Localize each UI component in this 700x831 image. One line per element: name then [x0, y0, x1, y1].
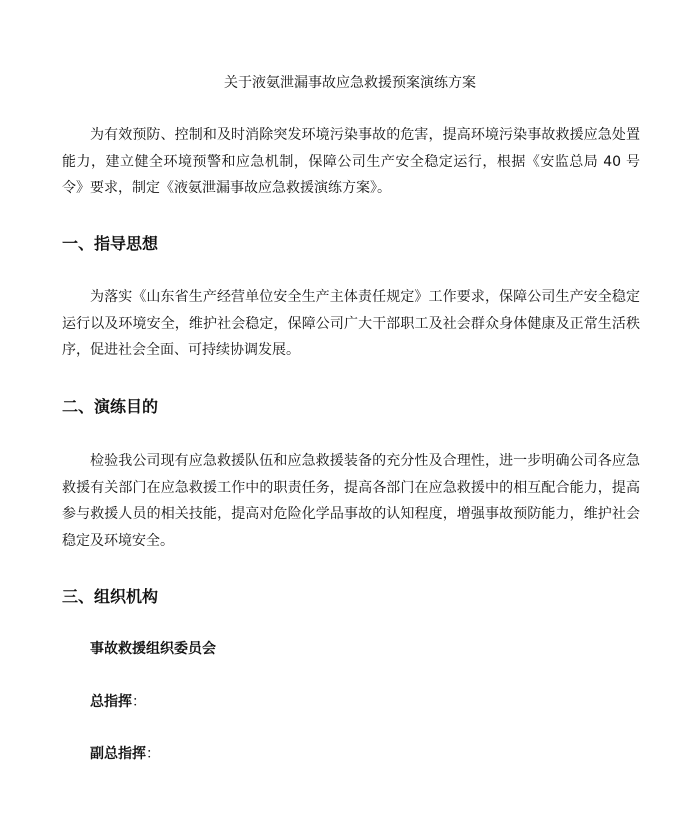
committee-line: [90, 639, 216, 659]
section-heading-drill-purpose: 二、演练目的: [62, 397, 159, 416]
deputy-commander-label: 副总指挥: [90, 746, 146, 762]
section-body-drill-purpose: 检验我公司现有应急救援队伍和应急救援装备的充分性及合理性，进一步明确公司各应急救援有关部门在应急救援工作中的职责任务，提高各部门在应急救援中的相互配合能力，提高参与救援人员的相关技能，提高对危险化学品事故的认知程度，增强事故预防能力，维护社会稳定及环境安全。: [62, 453, 640, 549]
committee-label: 事故救援组织委员会: [90, 641, 216, 657]
deputy-commander-line: [90, 744, 160, 764]
document-title: 关于液氨泄漏事故应急救援预案演练方案: [224, 75, 476, 91]
commander-label: 总指挥: [90, 694, 132, 710]
deputy-commander-colon: ：: [146, 746, 160, 762]
section-body-guiding-ideology: 为落实《山东省生产经营单位安全生产主体责任规定》工作要求，保障公司生产安全稳定运行以及环境安全，维护社会稳定，保障公司广大干部职工及社会群众身体健康及正常生活秩序，促进社会全面、可持续协调发展。: [62, 289, 640, 358]
commander-colon: ：: [132, 694, 146, 710]
commander-line: [90, 692, 146, 712]
section-heading-organization: 三、组织机构: [62, 587, 159, 606]
intro-paragraph: 为有效预防、控制和及时消除突发环境污染事故的危害，提高环境污染事故救援应急处置能力，建立健全环境预警和应急机制，保障公司生产安全稳定运行，根据《安监总局 40 号令》要求，制定《液氨泄漏事故应急救援演练方案》。: [62, 127, 640, 196]
section-heading-guiding-ideology: 一、指导思想: [62, 234, 159, 253]
